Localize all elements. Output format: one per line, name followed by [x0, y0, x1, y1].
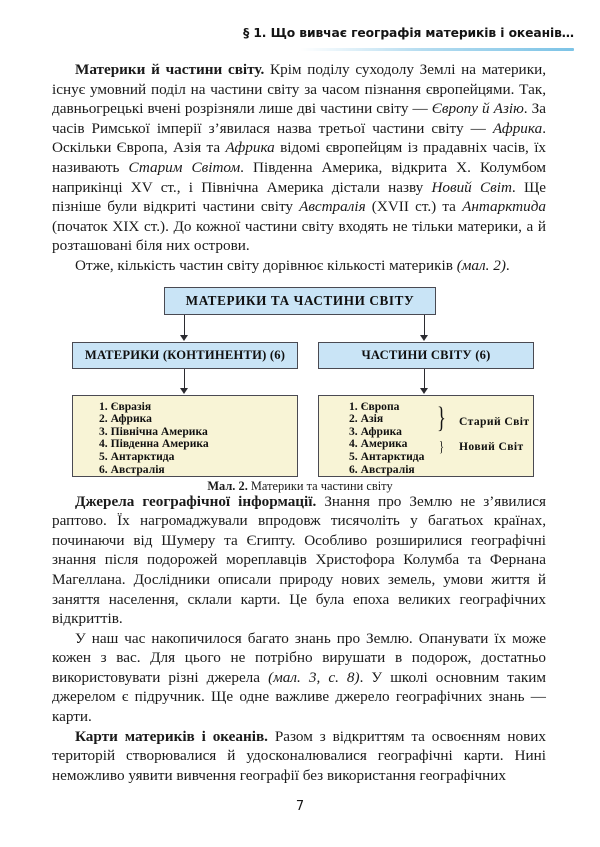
brace-old-world-icon: }	[437, 400, 446, 434]
group-label-new-world: Новий Світ	[459, 439, 524, 453]
list-item: 2. Африка	[99, 412, 152, 426]
connector-left-to-list	[184, 369, 185, 389]
list-item: 5. Антарктида	[349, 449, 425, 463]
paragraph-lead-materyky: Материки й частини світу.	[75, 61, 265, 78]
diagram-node-parts-of-world: ЧАСТИНИ СВІТУ (6)	[318, 342, 534, 369]
paragraph-text-nash-chas: У наш час накопичилося багато знань про Землю. Опанувати їх може кожен з вас. Для цього не потрібно вирушати в подорож, достатньо використовувати різні джерела (мал. 3, с. 8). У школі основним таким джерелом є підручник. Ще одне важливе джерело географічних знань — карти.	[52, 629, 546, 726]
paragraph-text-otzhe: Отже, кількість частин світу дорівнює кількості материків (мал. 2).	[75, 256, 510, 274]
arrowhead-left-to-list	[180, 388, 188, 394]
list-item: 4. Америка	[349, 437, 408, 451]
page-content	[0, 46, 600, 785]
figure-caption-text: Материки та частини світу	[247, 478, 393, 493]
list-item: 3. Північна Америка	[99, 424, 208, 438]
figure-caption-number: Мал. 2.	[207, 478, 248, 493]
running-head-title: § 1. Що вивчає географія материків і океанів…	[243, 26, 574, 40]
paragraph-text-karty: Разом з відкриттям та освоєнням нових територій створювалися й удосконалювалися географічні карти. Нині неможливо уявити вивчення географії без використання географічних	[52, 727, 546, 784]
paragraph-text-materyky: Крім поділу суходолу Землі на материки, існує умовний поділ на частини світу за часом пізнання європейцями. Так, давньогрецькі вчені розрізняли лише дві частини світу — Європу й Азію. За часів Римської імперії з’явилася назва третьої частини світу — Африка. Оскільки Європа, Азія та Африка відомі європейцям із прадавніх часів, їх називають Старим Світом. Південна Америка, відкрита Х. Колумбом наприкінці XV ст., і Північна Америка дістали назву Новий Світ. Ще пізніше були відкриті частини світу Австралія (XVII ст.) та Антарктида (початок XIX ст.). До кожної частини світу входять не тільки материки, а й розташовані біля них острови.	[52, 61, 547, 255]
list-item: 6. Австралія	[99, 462, 165, 476]
list-item: 6. Австралія	[349, 462, 415, 476]
list-item: 5. Антарктида	[99, 449, 175, 463]
connector-top-to-right	[424, 315, 425, 336]
arrowhead-top-to-right	[420, 335, 428, 341]
header-rule	[300, 48, 574, 51]
paragraph-nash-chas	[52, 629, 546, 727]
diagram-list-continents	[72, 395, 298, 477]
list-item: 4. Південна Америка	[99, 437, 209, 451]
diagram-node-top: МАТЕРИКИ ТА ЧАСТИНИ СВІТУ	[164, 287, 436, 315]
paragraph-dzherela	[52, 492, 546, 629]
paragraph-text-dzherela: Знання про Землю не з’явилися раптово. Їх нагромаджували впродовж тисячоліть у багатьох країнах, починаючи від Шумеру та Єгипту. Особливо розширилися географічні знання після подорожей мореплавців Христофора Колумба та Фернана Магеллана. Дослідники описали природу нових земель, умови життя й заняття населення, склали карти. Це була епоха великих географічних відкриттів.	[52, 492, 546, 628]
figure-mal-2	[52, 287, 546, 492]
paragraph-otzhe	[52, 256, 546, 276]
paragraph-lead-dzherela: Джерела географічної інформації.	[75, 492, 317, 510]
page-number: 7	[295, 799, 305, 814]
diagram-node-continents: МАТЕРИКИ (КОНТИНЕНТИ) (6)	[72, 342, 298, 369]
paragraph-lead-karty: Карти материків і океанів.	[75, 727, 268, 745]
list-item: 1. Європа	[349, 399, 400, 413]
brace-new-world-icon: }	[439, 438, 445, 455]
paragraph-materyky	[52, 60, 546, 256]
diagram-continents-parts	[52, 287, 548, 477]
figure-caption	[52, 479, 548, 494]
paragraph-karty	[52, 727, 546, 786]
connector-right-to-list	[424, 369, 425, 389]
list-item: 3. Африка	[349, 424, 402, 438]
arrowhead-top-to-left	[180, 335, 188, 341]
list-item: 1. Євразія	[99, 399, 152, 413]
arrowhead-right-to-list	[420, 388, 428, 394]
diagram-list-parts-of-world	[318, 395, 534, 477]
page-header	[0, 0, 600, 46]
list-item: 2. Азія	[349, 412, 384, 426]
group-label-old-world: Старий Світ	[459, 414, 530, 428]
connector-top-to-left	[184, 315, 185, 336]
